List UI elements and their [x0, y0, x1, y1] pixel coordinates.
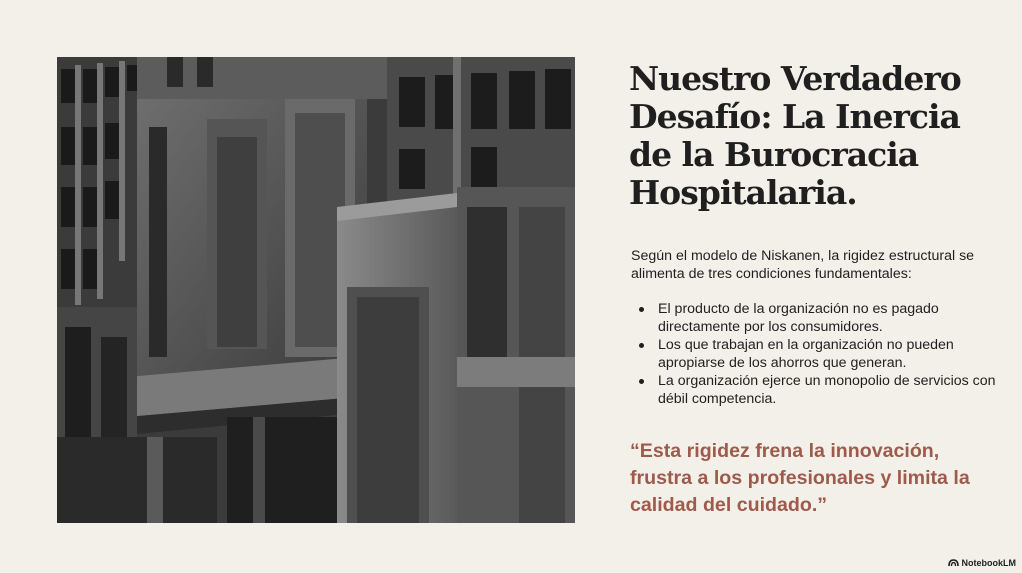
pull-quote: “Esta rigidez frena la innovación, frustra a los profesionales y limita la calidad del cuidado.” [630, 440, 970, 516]
brutalist-building-photo [57, 57, 575, 523]
notebooklm-brand [948, 558, 1017, 568]
notebooklm-logo-icon [948, 559, 959, 567]
slide-title: Nuestro Verdadero Desafío: La Inercia de la Burocracia Hospitalaria. [629, 59, 961, 212]
conditions-list [631, 300, 1018, 408]
list-item: Los que trabajan en la organización no pueden apropiarse de los ahorros que generan. [658, 336, 1018, 372]
list-item: El producto de la organización no es pagado directamente por los consumidores. [658, 300, 1018, 336]
list-item: La organización ejerce un monopolio de servicios con débil competencia. [658, 372, 1018, 408]
intro-text: Según el modelo de Niskanen, la rigidez estructural se alimenta de tres condiciones fundamentales: [631, 248, 975, 282]
brand-label: NotebookLM [961, 558, 1016, 568]
